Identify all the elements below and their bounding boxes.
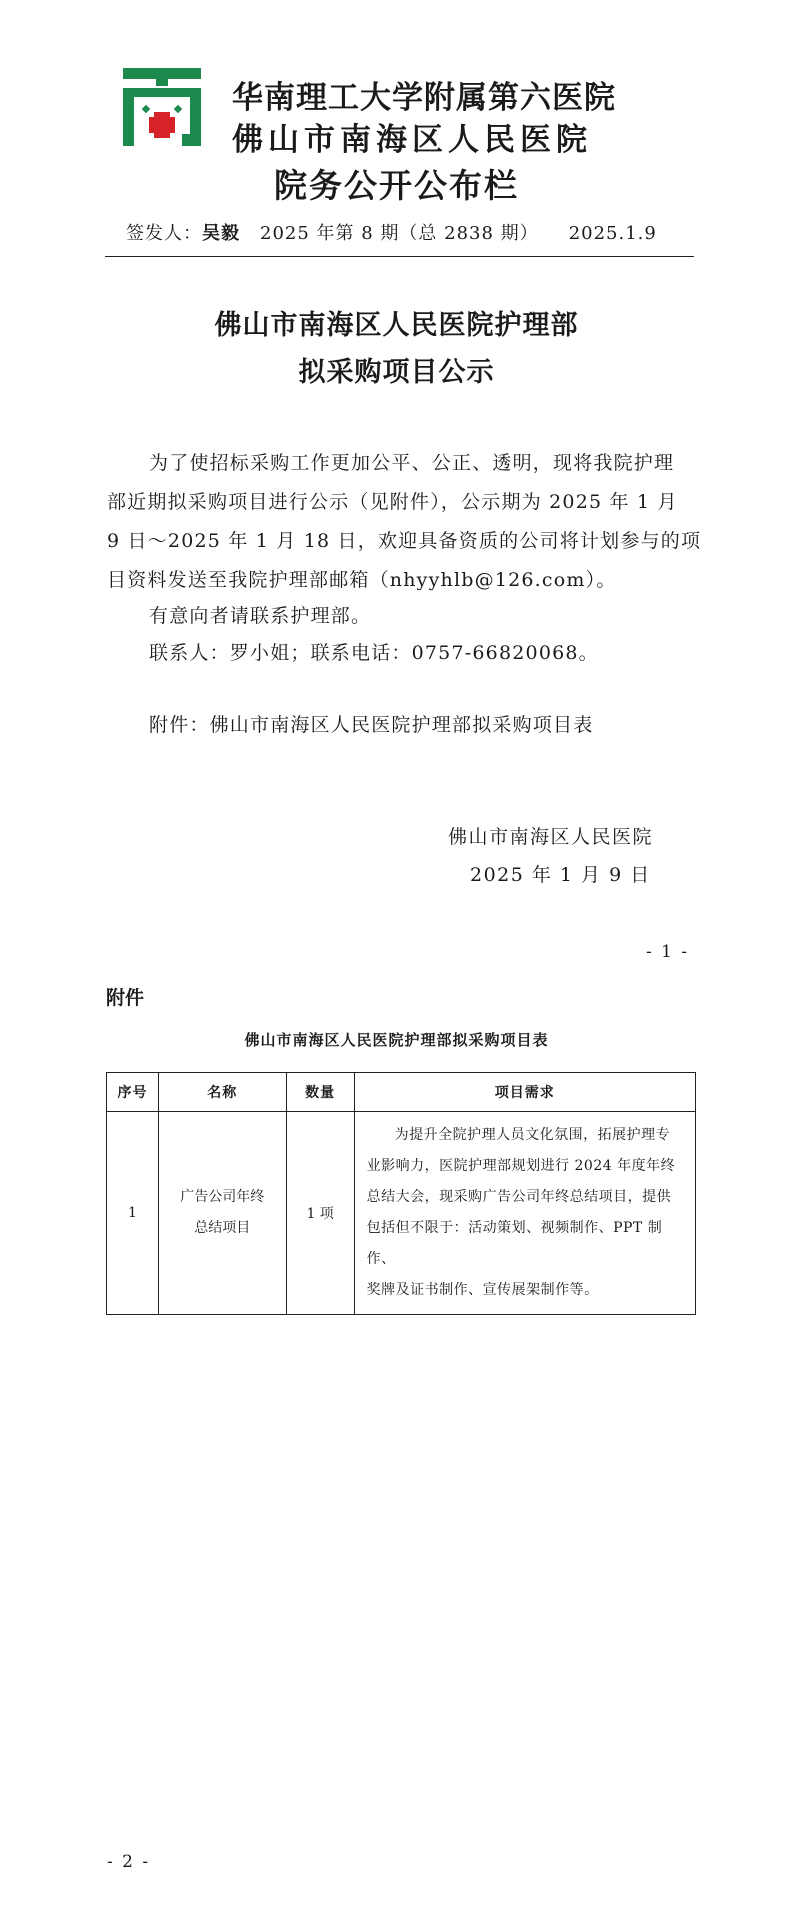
table-header-row [107,1073,696,1112]
cell-no: 1 [107,1112,159,1315]
board-title: 院务公开公布栏 [274,166,519,205]
header-divider [105,256,694,257]
body-line-4: 目资料发送至我院护理部邮箱（nhyyhlb@126.com）。 [107,569,617,591]
body-line-3: 9 日～2025 年 1 月 18 日，欢迎具备资质的公司将计划参与的项 [107,530,702,552]
requirement-line-3: 总结大会，现采购广告公司年终总结项目，提供 [366,1189,672,1205]
column-header-name: 名称 [158,1073,286,1112]
issue-number: 2025 年第 8 期（总 2838 期） [260,223,539,244]
cell-requirement [354,1112,695,1315]
signature-org: 佛山市南海区人民医院 [448,826,654,848]
requirement-line-2: 业影响力，医院护理部规划进行 2024 年度年终 [366,1158,676,1174]
signature-date: 2025 年 1 月 9 日 [470,864,651,886]
page-number-2: - 2 - [107,1852,151,1872]
requirement-line-5: 奖牌及证书制作、宣传展架制作等。 [366,1282,599,1298]
procurement-table [106,1072,696,1315]
body-line-2: 部近期拟采购项目进行公示（见附件），公示期为 2025 年 1 月 [107,491,678,513]
attachment-note: 附件：佛山市南海区人民医院护理部拟采购项目表 [149,714,594,736]
annex-table-title: 佛山市南海区人民医院护理部拟采购项目表 [244,1031,549,1049]
cell-qty: 1 项 [286,1112,354,1315]
hospital-name-line-1: 华南理工大学附属第六医院 [232,80,616,116]
page-number-1: - 1 - [646,942,690,962]
hospital-name-line-2: 佛山市南海区人民医院 [232,122,592,158]
hospital-logo-icon [123,68,201,146]
notice-title-line-1: 佛山市南海区人民医院护理部 [214,310,579,341]
contact-info: 联系人：罗小姐；联系电话：0757-66820068。 [149,642,599,664]
requirement-line-1: 为提升全院护理人员文化氛围，拓展护理专 [394,1127,671,1143]
column-header-no: 序号 [107,1073,159,1112]
notice-title-line-2: 拟采购项目公示 [298,357,495,388]
contact-intro: 有意向者请联系护理部。 [149,605,372,627]
issuer-name: 吴毅 [202,223,240,244]
body-line-1: 为了使招标采购工作更加公平、公正、透明，现将我院护理 [149,452,675,474]
issuer-line [126,219,657,245]
table-row [107,1112,696,1315]
column-header-requirement: 项目需求 [354,1073,695,1112]
annex-label: 附件 [106,987,145,1009]
cell-name-line-1: 广告公司年终 [180,1189,265,1205]
requirement-line-4: 包括但不限于：活动策划、视频制作、PPT 制作、 [366,1220,663,1267]
issuer-label: 签发人： [126,223,202,244]
cell-name-line-2: 总结项目 [194,1220,251,1236]
issue-date: 2025.1.9 [568,223,657,244]
cell-name [158,1112,286,1315]
column-header-qty: 数量 [286,1073,354,1112]
